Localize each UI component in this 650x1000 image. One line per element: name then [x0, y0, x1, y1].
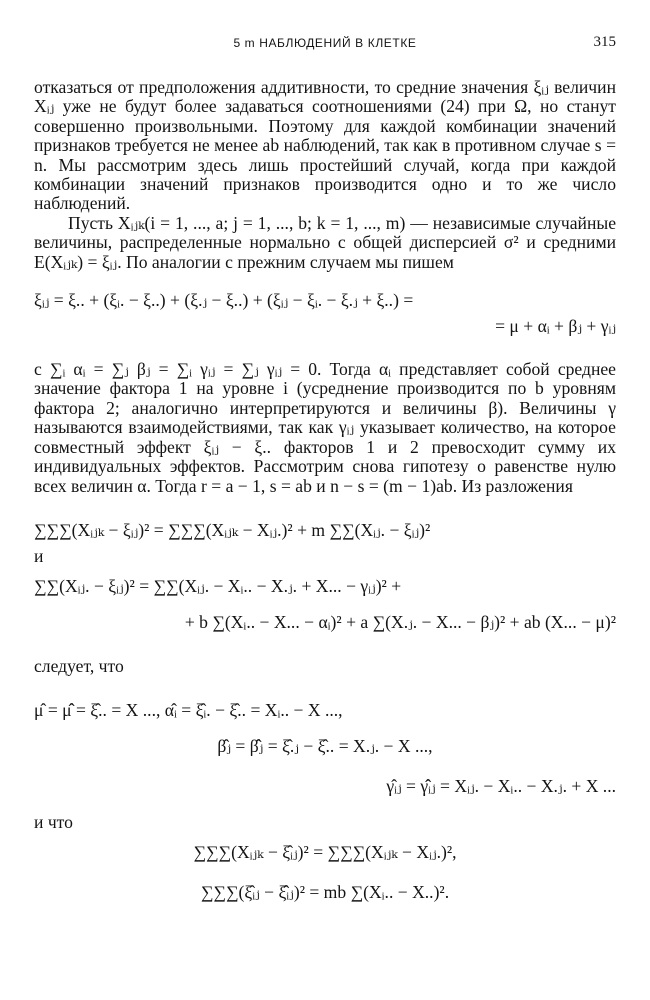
- equation-4-line-3: γ̂ᵢⱼ = γ̂̂ᵢⱼ = Xᵢⱼ. − Xᵢ.. − X.ⱼ. + X ...: [386, 775, 616, 796]
- book-page: [34, 30, 616, 908]
- equation-4-line-1: μ̂ = μ̂̂ = ξ̂.. = X ..., α̂ᵢ = ξ̂ᵢ. − ξ̂.. = Xᵢ.. − X ...,: [34, 699, 343, 720]
- page-header: [34, 30, 616, 58]
- equation-2: ∑∑∑(Xᵢⱼₖ − ξᵢⱼ)² = ∑∑∑(Xᵢⱼₖ − Xᵢⱼ.)² + m ∑∑(Xᵢⱼ. − ξᵢⱼ)²: [34, 519, 431, 540]
- paragraph-1: отказаться от предположения аддитивности, то средние значения ξᵢⱼ величин Xᵢⱼ уже не будут более задаваться соотношениями (24) при Ω, но станут совершенно произвольными. Поэтому для каждой комбинации значений признаков требуется не менее ab наблюдений, так как в противном случае s = n. Мы рассмотрим здесь лишь простейший случай, когда при каждой комбинации значений признаков производится одно и то же число наблюдений.: [34, 77, 616, 214]
- paragraph-3: с ∑ᵢ αᵢ = ∑ⱼ βⱼ = ∑ᵢ γᵢⱼ = ∑ⱼ γᵢⱼ = 0. Тогда αᵢ представляет собой среднее значение фактора 1 на уровне i (усреднение производится по b уровням фактора 2; аналогично интерпретируются и величины β). Величины γ называются взаимодействиями, так как γᵢⱼ указывает количество, на которое совместный эффект ξᵢⱼ − ξ.. факторов 1 и 2 превосходит сумму их индивидуальных эффектов. Рассмотрим снова гипотезу о равенстве нулю всех величин α. Тогда r = a − 1, s = ab и n − s = (m − 1)ab. Из разложения: [34, 359, 616, 496]
- equation-5-line-1: ∑∑∑(Xᵢⱼₖ − ξ̂ᵢⱼ)² = ∑∑∑(Xᵢⱼₖ − Xᵢⱼ.)²,: [193, 841, 457, 862]
- paragraph-2: Пусть Xᵢⱼₖ(i = 1, ..., a; j = 1, ..., b; k = 1, ..., m) — независимые случайные величины, распределенные нормально с общей дисперсией σ² и средними E(Xᵢⱼₖ) = ξᵢⱼ. По аналогии с прежним случаем мы пишем: [34, 212, 616, 272]
- equation-5-line-2: ∑∑∑(ξ̂ᵢⱼ − ξ̂̂ᵢⱼ)² = mb ∑(Xᵢ.. − X..)².: [200, 881, 450, 902]
- phrase-and-that: и что: [34, 811, 73, 832]
- equation-3-line-1: ∑∑(Xᵢⱼ. − ξᵢⱼ)² = ∑∑(Xᵢⱼ. − Xᵢ.. − X.ⱼ. + X... − γᵢⱼ)² +: [34, 575, 402, 596]
- equation-1-line-1: ξᵢⱼ = ξ.. + (ξᵢ. − ξ..) + (ξ.ⱼ − ξ..) + (ξᵢⱼ − ξᵢ. − ξ.ⱼ + ξ..) =: [34, 290, 414, 311]
- equation-3-line-2: + b ∑(Xᵢ.. − X... − αᵢ)² + a ∑(X.ⱼ. − X... − βⱼ)² + ab (X... − μ)²: [184, 611, 616, 632]
- equation-4-line-2: β̂ⱼ = β̂̂ⱼ = ξ̂.ⱼ − ξ̂.. = X.ⱼ. − X ...,: [217, 735, 433, 756]
- conjunction-and: и: [34, 545, 44, 566]
- equation-1-line-2: = μ + αᵢ + βⱼ + γᵢⱼ: [495, 316, 616, 337]
- phrase-follows: следует, что: [34, 655, 124, 676]
- page-number: 315: [593, 34, 616, 50]
- running-title: 5 m НАБЛЮДЕНИЙ В КЛЕТКЕ: [233, 36, 417, 50]
